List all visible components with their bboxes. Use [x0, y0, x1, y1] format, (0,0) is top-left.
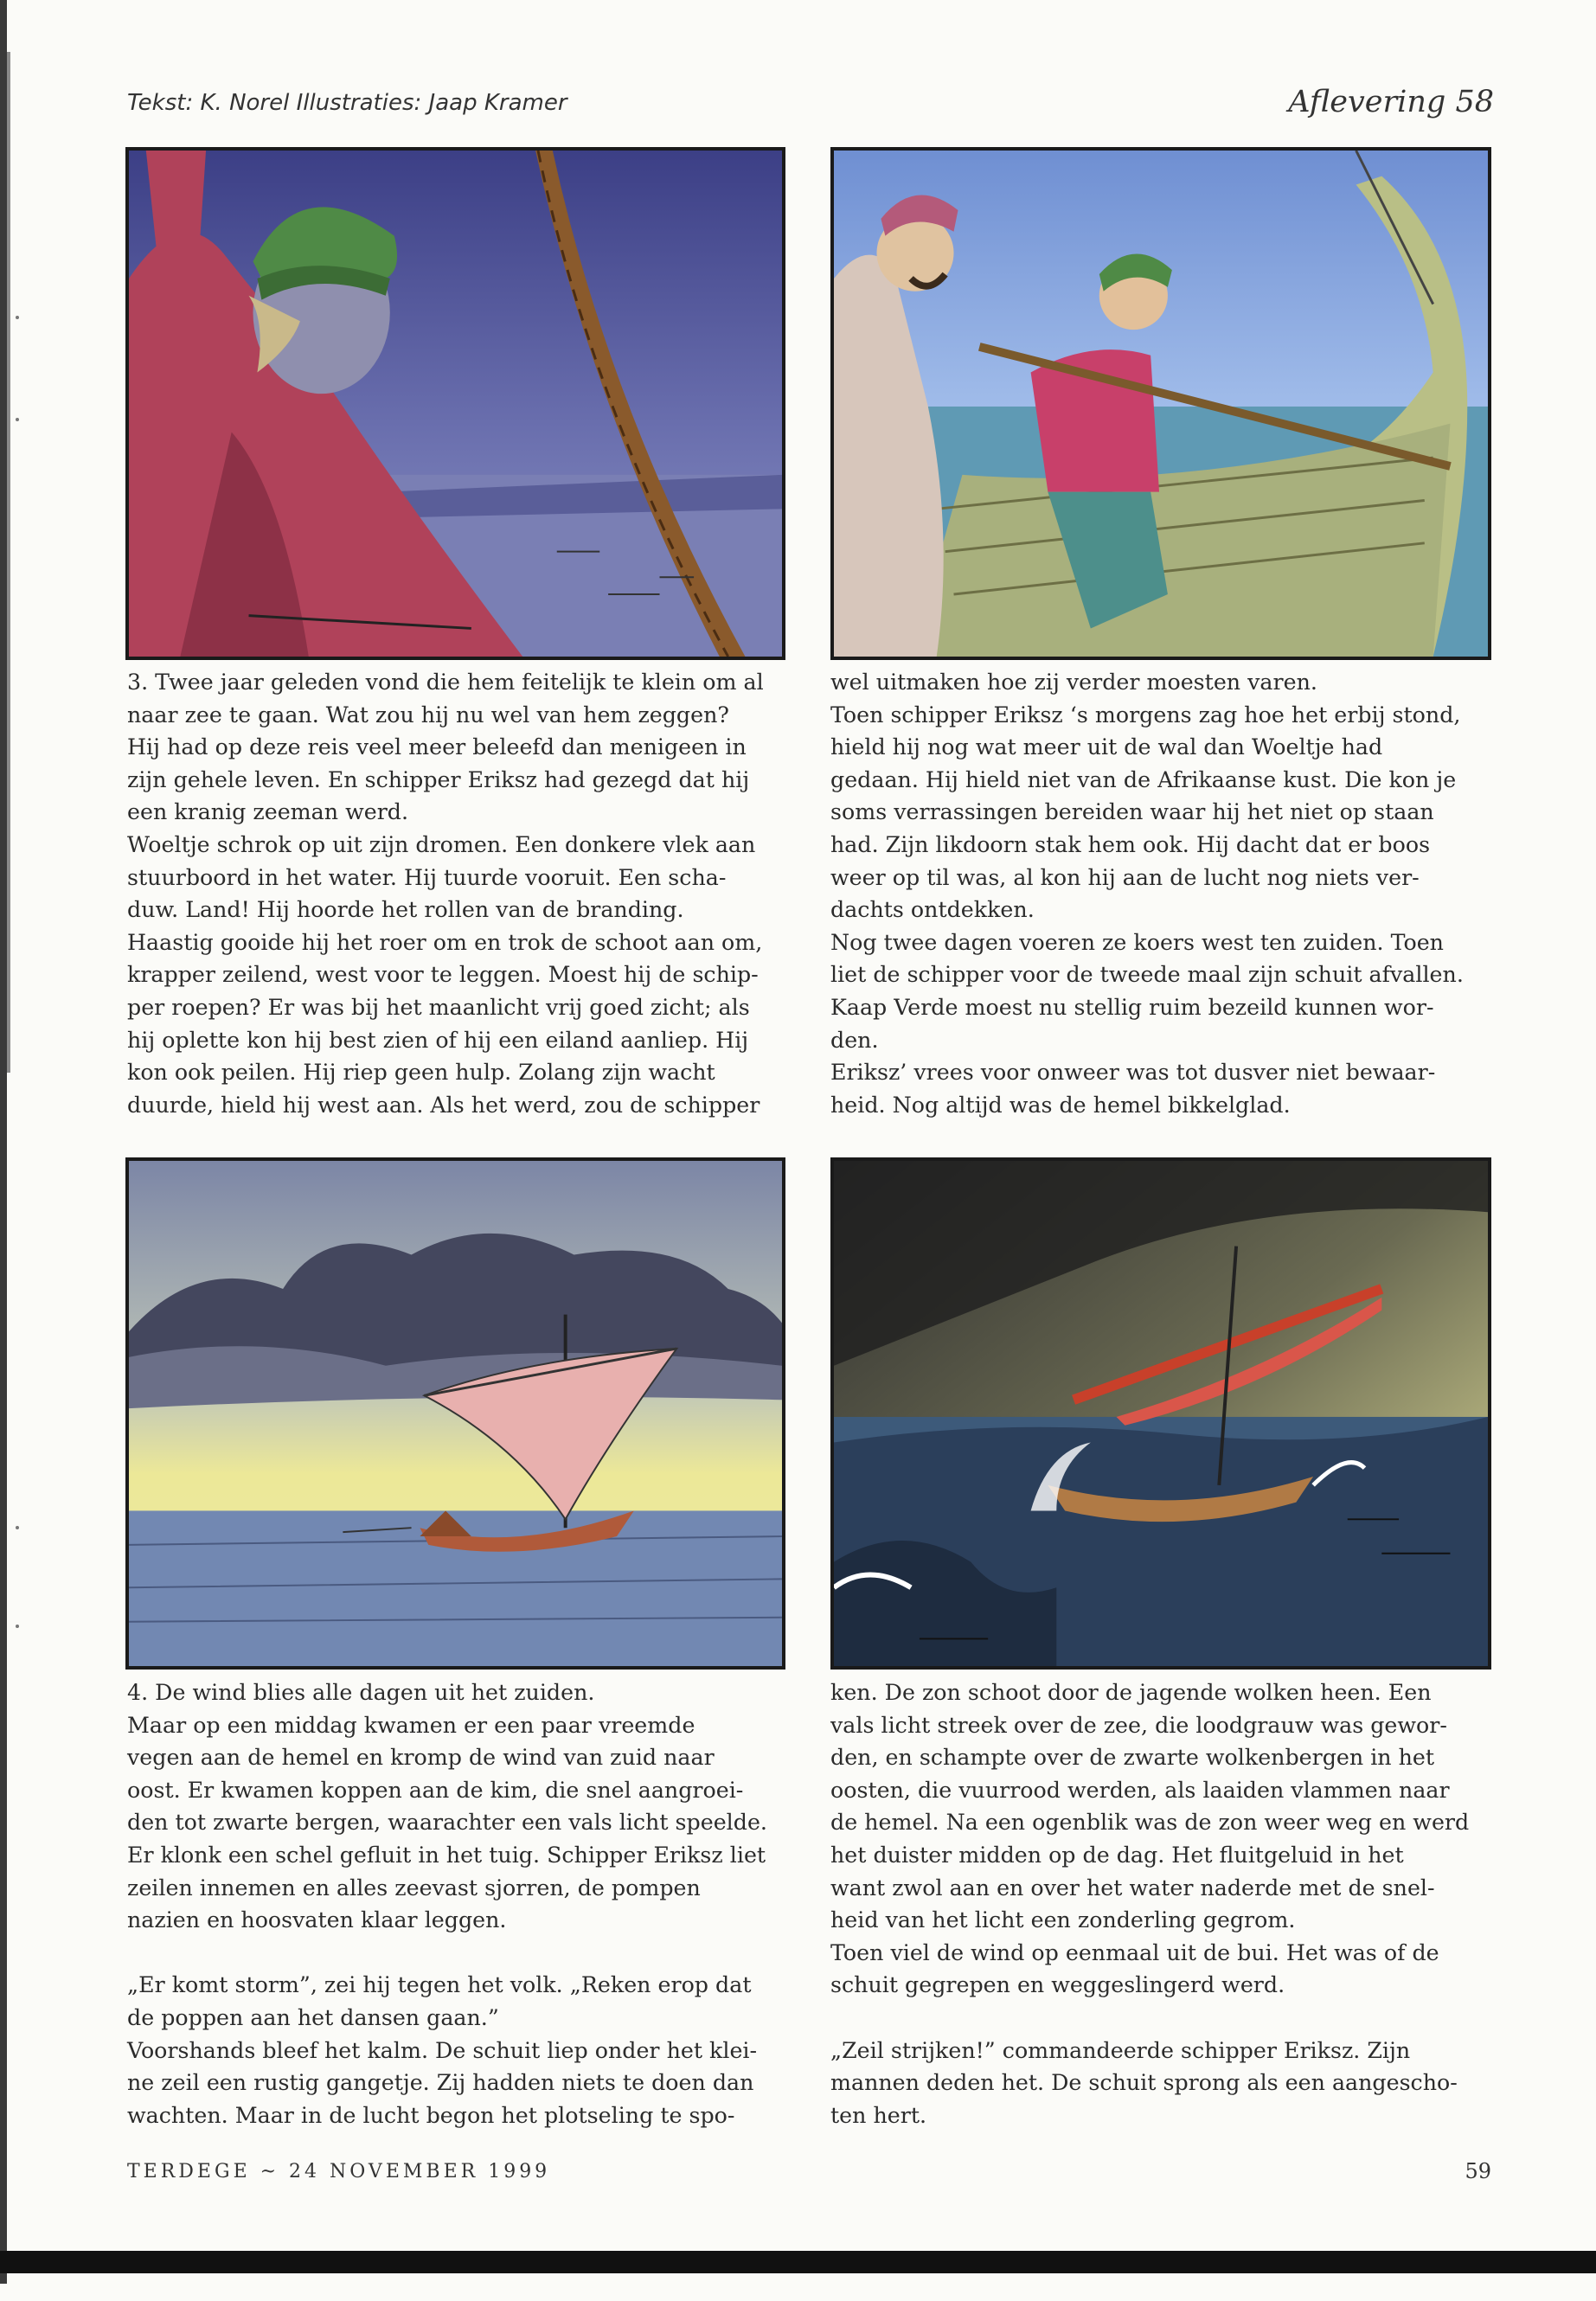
scan-edge-shadow	[7, 52, 10, 1073]
text-line: gedaan. Hij hield niet van de Afrikaanse kust. Die kon je	[830, 766, 1457, 792]
text-line: Kaap Verde moest nu stellig ruim bezeild kunnen wor-	[830, 994, 1434, 1020]
page-number: 59	[1465, 2159, 1491, 2183]
text-line: zeilen innemen en alles zeevast sjorren, de pompen	[127, 1875, 701, 1900]
illustration-ship-before-storm	[125, 1157, 785, 1670]
text-line: duurde, hield hij west aan. Als het werd, zou de schipper	[127, 1092, 760, 1118]
text-line: nazien en hoosvaten klaar leggen.	[127, 1907, 507, 1933]
illustration-boy-at-night	[125, 147, 785, 660]
text-line: den tot zwarte bergen, waarachter een vals licht speelde.	[127, 1810, 767, 1836]
text-line: de poppen aan het dansen gaan.”	[127, 2004, 499, 2030]
text-line: soms verrassingen bereiden waar hij het niet op staan	[830, 799, 1434, 825]
text-line: heid van het licht een zonderling gegrom.	[830, 1907, 1296, 1933]
text-line: naar zee te gaan. Wat zou hij nu wel van hem zeggen?	[127, 702, 729, 727]
publication-footer: TERDEGE ~ 24 NOVEMBER 1999	[127, 2161, 551, 2182]
text-line: Er klonk een schel gefluit in het tuig. Schipper Eriksz liet	[127, 1842, 766, 1868]
illustration-ship-in-storm	[830, 1157, 1491, 1670]
credits-line: Tekst: K. Norel Illustraties: Jaap Kramer	[127, 90, 567, 116]
text-line: hield hij nog wat meer uit de wal dan Woeltje had	[830, 734, 1383, 760]
text-line: duw. Land! Hij hoorde het rollen van de branding.	[127, 897, 684, 923]
text-line: 3. Twee jaar geleden vond die hem feitelijk te klein om al	[127, 670, 764, 695]
scan-speck	[16, 1526, 19, 1529]
text-line: oosten, die vuurrood werden, als laaiden vlammen naar	[830, 1777, 1450, 1803]
text-line: vals licht streek over de zee, die loodgrauw was gewor-	[830, 1712, 1447, 1738]
text-line: den.	[830, 1027, 879, 1053]
text-line: ken. De zon schoot door de jagende wolken heen. Een	[830, 1680, 1432, 1705]
text-line: Haastig gooide hij het roer om en trok de schoot aan om,	[127, 929, 763, 955]
text-line: den, en schampte over de zwarte wolkenbergen in het	[830, 1745, 1435, 1771]
text-line: zijn gehele leven. En schipper Eriksz had gezegd dat hij	[127, 766, 750, 792]
scan-speck	[16, 1625, 19, 1628]
text-line: want zwol aan en over het water naderde met de snel-	[830, 1875, 1435, 1900]
scan-speck	[16, 316, 19, 319]
text-line: een kranig zeeman werd.	[127, 799, 409, 825]
text-line: schuit gegrepen en weggeslingerd werd.	[830, 1972, 1285, 1998]
article-column-bottom-right	[830, 1676, 1469, 2131]
text-line: Nog twee dagen voeren ze koers west ten zuiden. Toen	[830, 929, 1444, 955]
text-line: ne zeil een rustig gangetje. Zij hadden niets te doen dan	[127, 2070, 754, 2096]
text-line: wachten. Maar in de lucht begon het plotseling te spo-	[127, 2102, 735, 2128]
scan-edge-left	[0, 0, 7, 2284]
text-line: dachts ontdekken.	[830, 897, 1035, 923]
scan-edge-bottom	[0, 2251, 1596, 2273]
text-line: de hemel. Na een ogenblik was de zon weer weg en werd	[830, 1810, 1470, 1836]
text-line: wel uitmaken hoe zij verder moesten varen.	[830, 670, 1317, 695]
text-line: oost. Er kwamen koppen aan de kim, die snel aangroei-	[127, 1777, 744, 1803]
text-line: hij oplette kon hij best zien of hij een eiland aanliep. Hij	[127, 1027, 749, 1053]
text-line: kon ook peilen. Hij riep geen hulp. Zolang zijn wacht	[127, 1060, 715, 1086]
text-line: mannen deden het. De schuit sprong als een aangescho-	[830, 2070, 1458, 2096]
text-line: liet de schipper voor de tweede maal zijn schuit afvallen.	[830, 962, 1464, 988]
text-line: Eriksz’ vrees voor onweer was tot dusver niet bewaar-	[830, 1060, 1436, 1086]
text-line: krapper zeilend, west voor te leggen. Moest hij de schip-	[127, 962, 759, 988]
text-line: Hij had op deze reis veel meer beleefd dan menigeen in	[127, 734, 747, 760]
text-line: per roepen? Er was bij het maanlicht vrij goed zicht; als	[127, 994, 750, 1020]
text-line: het duister midden op de dag. Het fluitgeluid in het	[830, 1842, 1404, 1868]
article-column-top-left	[127, 666, 764, 1121]
scan-speck	[16, 418, 19, 421]
text-line: Maar op een middag kwamen er een paar vreemde	[127, 1712, 695, 1738]
article-column-top-right	[830, 666, 1464, 1121]
illustration-skipper-on-deck	[830, 147, 1491, 660]
paragraph-gap	[127, 1937, 767, 1970]
text-line: Toen viel de wind op eenmaal uit de bui. Het was of de	[830, 1939, 1439, 1965]
text-line: Toen schipper Eriksz ‘s morgens zag hoe het erbij stond,	[830, 702, 1461, 727]
text-line: ten hert.	[830, 2102, 927, 2128]
text-line: had. Zijn likdoorn stak hem ook. Hij dacht dat er boos	[830, 831, 1431, 857]
text-line: „Er komt storm”, zei hij tegen het volk. „Reken erop dat	[127, 1972, 752, 1998]
text-line: heid. Nog altijd was de hemel bikkelglad.	[830, 1092, 1291, 1118]
article-column-bottom-left	[127, 1676, 767, 2131]
text-line: 4. De wind blies alle dagen uit het zuiden.	[127, 1680, 595, 1705]
text-line: stuurboord in het water. Hij tuurde vooruit. Een scha-	[127, 864, 727, 890]
paragraph-gap	[830, 2002, 1469, 2035]
text-line: vegen aan de hemel en kromp de wind van zuid naar	[127, 1745, 715, 1771]
text-line: weer op til was, al kon hij aan de lucht nog niets ver-	[830, 864, 1420, 890]
text-line: „Zeil strijken!” commandeerde schipper Eriksz. Zijn	[830, 2037, 1411, 2063]
episode-title: Aflevering 58	[1288, 85, 1494, 119]
text-line: Woeltje schrok op uit zijn dromen. Een donkere vlek aan	[127, 831, 756, 857]
text-line: Voorshands bleef het kalm. De schuit liep onder het klei-	[127, 2037, 758, 2063]
